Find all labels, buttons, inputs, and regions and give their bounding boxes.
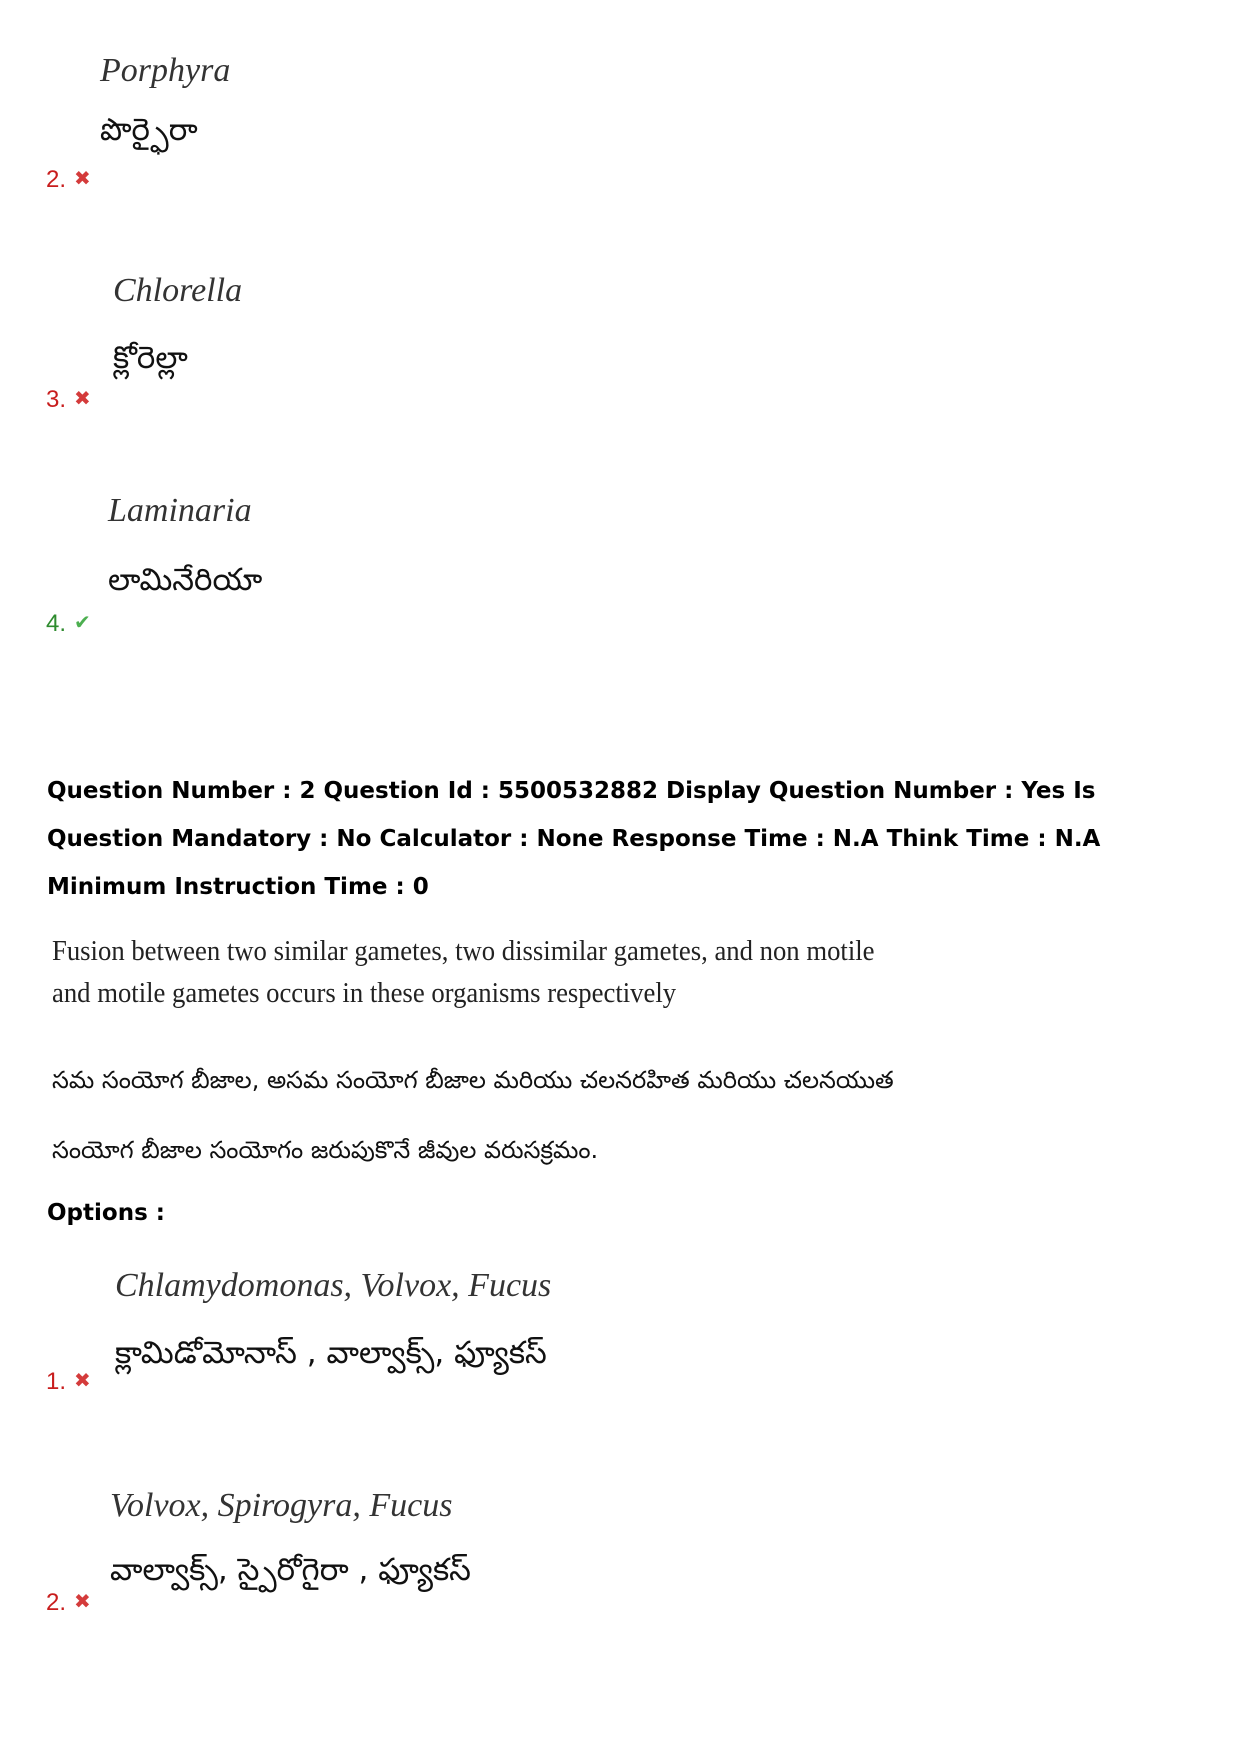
question-stem-english: Fusion between two similar gametes, two dissimilar gametes, and non motile and motile gametes occurs in these organisms respectively xyxy=(52,935,875,1009)
wrong-cross-icon: ✖ xyxy=(74,1370,91,1392)
option-english-text: Chlorella xyxy=(113,272,243,309)
option-english-text: Volvox, Spirogyra, Fucus xyxy=(110,1487,453,1524)
wrong-cross-icon: ✖ xyxy=(74,168,91,190)
wrong-cross-icon: ✖ xyxy=(74,388,91,410)
option-telugu-text: వాల్వాక్స్, స్పైరోగైరా , ఫ్యూకస్ xyxy=(110,1552,471,1588)
option-english-text: Chlamydomonas, Volvox, Fucus xyxy=(115,1267,552,1304)
option-telugu-text: క్లోరెల్లా xyxy=(113,340,188,376)
option-english-text: Laminaria xyxy=(108,492,252,529)
option-number-label: 3. xyxy=(46,386,67,413)
wrong-cross-icon: ✖ xyxy=(74,1591,91,1613)
option-number-label: 1. xyxy=(46,1368,67,1395)
option-number-label: 2. xyxy=(46,166,67,193)
option-telugu-text: క్లామిడోమోనాస్ , వాల్వాక్స్, ఫ్యూకస్ xyxy=(115,1335,547,1371)
option-number xyxy=(46,166,91,194)
option-telugu-text: లామినేరియా xyxy=(108,562,263,598)
option-number xyxy=(46,386,91,414)
option-english-text: Porphyra xyxy=(100,52,231,89)
option-number-label: 2. xyxy=(46,1589,67,1616)
option-number xyxy=(46,1589,91,1617)
question-meta: Question Number : 2 Question Id : 5500532882 Display Question Number : Yes Is Question Mandatory : No Calculator : None Response Time : N.A Think Time : N.A Minimum Instruction Time : 0 xyxy=(47,778,1101,900)
correct-check-icon: ✔ xyxy=(74,612,91,634)
option-number xyxy=(46,610,91,638)
option-number xyxy=(46,1368,91,1396)
options-label: Options : xyxy=(47,1200,165,1226)
option-number-label: 4. xyxy=(46,610,67,637)
question-stem-telugu-line2: సంయోగ బీజాల సంయోగం జరుపుకొనే జీవుల వరుసక్రమం. xyxy=(52,1136,599,1164)
question-stem-telugu-line1: సమ సంయోగ బీజాల, అసమ సంయోగ బీజాల మరియు చలనరహిత మరియు చలనయుత xyxy=(52,1066,894,1094)
option-telugu-text: పొర్ఫైరా xyxy=(100,112,198,148)
